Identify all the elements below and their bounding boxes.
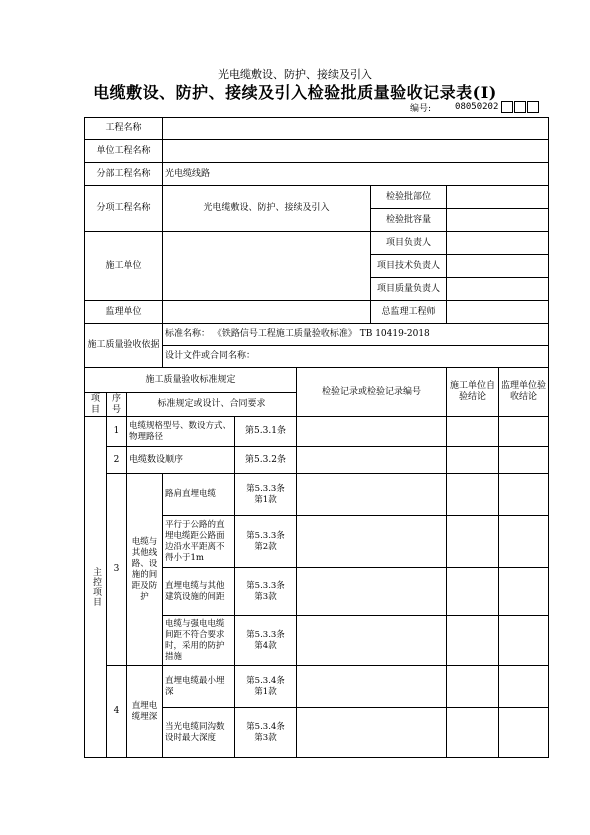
row-contractor-result[interactable] (447, 417, 499, 447)
code-box[interactable] (501, 101, 513, 113)
group-requirement: 直埋电缆埋深 (127, 666, 163, 758)
row-supervisor-result[interactable] (499, 516, 549, 568)
row-contractor-result[interactable] (447, 516, 499, 568)
tech-manager-label: 项目技术负责人 (371, 255, 447, 278)
col-requirement: 标准规定或设计、合同要求 (127, 393, 297, 417)
inspection-capacity-label: 检验批容量 (371, 209, 447, 232)
row-clause: 第5.3.4条 第3款 (235, 708, 297, 758)
row-supervisor-result[interactable] (499, 417, 549, 447)
sub-requirement: 路肩直埋电缆 (163, 474, 235, 516)
quality-manager-label: 项目质量负责人 (371, 278, 447, 301)
row-seq: 3 (107, 474, 127, 666)
project-name-value[interactable] (163, 118, 549, 140)
division-value[interactable]: 光电缆线路 (163, 163, 549, 186)
main-items-label: 主控项目 (91, 567, 101, 607)
row-clause: 第5.3.2条 (235, 447, 297, 474)
row-clause: 第5.3.3条 第4款 (235, 616, 297, 666)
project-name-label: 工程名称 (85, 118, 163, 140)
sub-requirement: 直埋电缆最小埋深 (163, 666, 235, 708)
tech-manager-value[interactable] (447, 255, 549, 278)
row-seq: 2 (107, 447, 127, 474)
row-supervisor-result[interactable] (499, 568, 549, 616)
row-contractor-result[interactable] (447, 708, 499, 758)
quality-manager-value[interactable] (447, 278, 549, 301)
contractor-value[interactable] (163, 232, 371, 301)
row-contractor-result[interactable] (447, 474, 499, 516)
group-requirement: 电缆与其他线路、设施的间距及防护 (127, 474, 163, 666)
subitem-label: 分项工程名称 (85, 186, 163, 232)
row-record[interactable] (297, 417, 447, 447)
row-contractor-result[interactable] (447, 568, 499, 616)
col-item: 项目 (85, 393, 107, 417)
row-record[interactable] (297, 516, 447, 568)
row-record[interactable] (297, 474, 447, 516)
row-record[interactable] (297, 616, 447, 666)
table-row (85, 474, 549, 516)
row-supervisor-result[interactable] (499, 666, 549, 708)
main-items-section (85, 417, 107, 758)
row-requirement: 电缆规格型号、数设方式、物理路径 (127, 417, 235, 447)
project-manager-label: 项目负责人 (371, 232, 447, 255)
row-contractor-result[interactable] (447, 447, 499, 474)
design-line[interactable]: 设计文件或合同名称： (163, 346, 549, 368)
basis-label: 施工质量验收依据 (85, 324, 163, 368)
row-record[interactable] (297, 568, 447, 616)
code-box[interactable] (514, 101, 526, 113)
row-clause: 第5.3.4条 第1款 (235, 666, 297, 708)
subitem-value[interactable]: 光电缆敷设、防护、接续及引入 (163, 186, 371, 232)
row-seq: 1 (107, 417, 127, 447)
inspection-form-table (84, 117, 549, 758)
supervisor-result-header: 监理单位验收结论 (499, 368, 549, 417)
chief-engineer-label: 总监理工程师 (371, 301, 447, 324)
supervisor-value[interactable] (163, 301, 371, 324)
row-seq: 4 (107, 666, 127, 758)
code-value: 08050202 (455, 102, 499, 112)
row-record[interactable] (297, 708, 447, 758)
row-supervisor-result[interactable] (499, 616, 549, 666)
sub-requirement: 当光电缆同沟数设时最大深度 (163, 708, 235, 758)
table-row (85, 447, 549, 474)
contractor-result-header: 施工单位自验结论 (447, 368, 499, 417)
table-row (85, 666, 549, 708)
unit-project-value[interactable] (163, 140, 549, 163)
row-contractor-result[interactable] (447, 616, 499, 666)
sub-requirement: 直埋电缆与其他建筑设施的间距 (163, 568, 235, 616)
standard-line: 标准名称： 《铁路信号工程施工质量验收标准》 TB 10419-2018 (163, 324, 549, 346)
row-supervisor-result[interactable] (499, 447, 549, 474)
sub-requirement: 平行于公路的直埋电缆距公路面边沿水平距离不得小于1m (163, 516, 235, 568)
chief-engineer-value[interactable] (447, 301, 549, 324)
row-contractor-result[interactable] (447, 666, 499, 708)
inspection-part-value[interactable] (447, 186, 549, 209)
row-supervisor-result[interactable] (499, 474, 549, 516)
code-box[interactable] (527, 101, 539, 113)
row-supervisor-result[interactable] (499, 708, 549, 758)
sub-requirement: 电缆与强电电缆间距不符合要求时，采用的防护措施 (163, 616, 235, 666)
project-manager-value[interactable] (447, 232, 549, 255)
spec-title: 施工质量验收标准规定 (85, 368, 297, 393)
row-record[interactable] (297, 447, 447, 474)
row-clause: 第5.3.1条 (235, 417, 297, 447)
form-subtitle: 光电缆敷设、防护、接续及引入 (218, 68, 372, 81)
unit-project-label: 单位工程名称 (85, 140, 163, 163)
row-clause: 第5.3.3条 第1款 (235, 474, 297, 516)
form-title: 电缆敷设、防护、接续及引入检验批质量验收记录表(Ⅰ) (93, 83, 497, 102)
contractor-label: 施工单位 (85, 232, 163, 301)
row-requirement: 电缆数设顺序 (127, 447, 235, 474)
table-row (85, 417, 549, 447)
division-label: 分部工程名称 (85, 163, 163, 186)
col-seq: 序号 (107, 393, 127, 417)
row-clause: 第5.3.3条 第2款 (235, 516, 297, 568)
row-clause: 第5.3.3条 第3款 (235, 568, 297, 616)
inspection-part-label: 检验批部位 (371, 186, 447, 209)
inspection-capacity-value[interactable] (447, 209, 549, 232)
code-label: 编号: (410, 103, 432, 114)
form-code (410, 100, 539, 114)
supervisor-label: 监理单位 (85, 301, 163, 324)
record-title: 检验记录或检验记录编号 (297, 368, 447, 417)
row-record[interactable] (297, 666, 447, 708)
